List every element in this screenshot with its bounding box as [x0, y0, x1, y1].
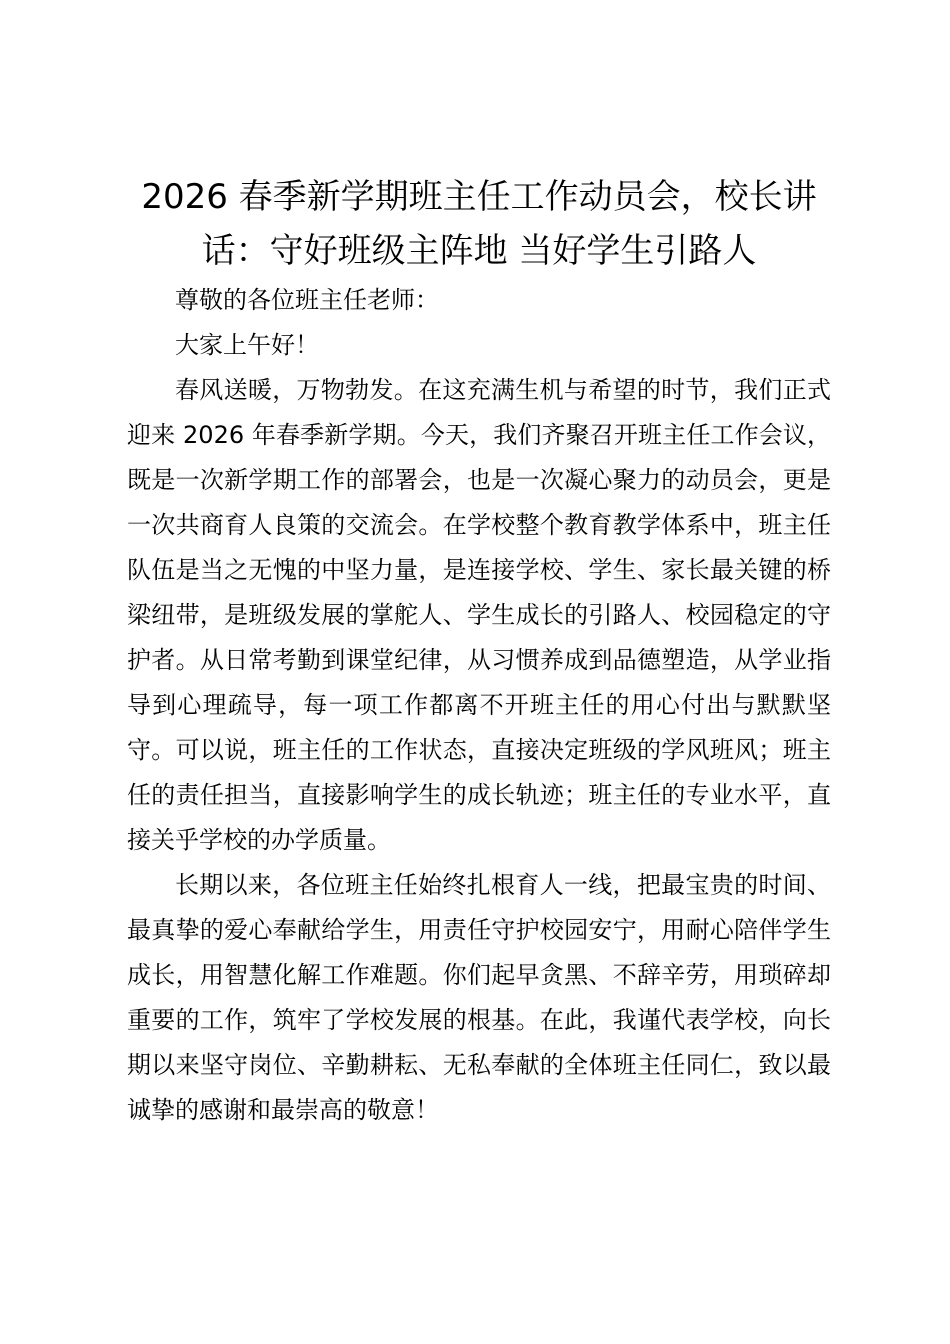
title-line-1: 2026 春季新学期班主任工作动员会，校长讲: [141, 177, 817, 217]
salutation: 尊敬的各位班主任老师：: [175, 286, 439, 314]
title-line-2: 话：守好班级主阵地 当好学生引路人: [201, 231, 757, 271]
document-body: [127, 278, 831, 1133]
paragraph-1: 春风送暖，万物勃发。在这充满生机与希望的时节，我们正式迎来 2026 年春季新学期。今天，我们齐聚召开班主任工作会议，既是一次新学期工作的部署会，也是一次凝心聚力的动员会，更是一次共商育人良策的交流会。在学校整个教育教学体系中，班主任队伍是当之无愧的中坚力量，是连接学校、学生、家长最关键的桥梁纽带，是班级发展的掌舵人、学生成长的引路人、校园稳定的守护者。从日常考勤到课堂纪律，从习惯养成到品德塑造，从学业指导到心理疏导，每一项工作都离不开班主任的用心付出与默默坚守。可以说，班主任的工作状态，直接决定班级的学风班风；班主任的责任担当，直接影响学生的成长轨迹；班主任的专业水平，直接关乎学校的办学质量。: [127, 376, 831, 854]
paragraph-2: 长期以来，各位班主任始终扎根育人一线，把最宝贵的时间、最真挚的爱心奉献给学生，用责任守护校园安宁，用耐心陪伴学生成长，用智慧化解工作难题。你们起早贪黑、不辞辛劳，用琐碎却重要的工作，筑牢了学校发展的根基。在此，我谨代表学校，向长期以来坚守岗位、辛勤耕耘、无私奉献的全体班主任同仁，致以最诚挚的感谢和最崇高的敬意！: [127, 871, 831, 1124]
document-page: [127, 170, 831, 1133]
document-title: [127, 170, 831, 278]
greeting: 大家上午好！: [175, 331, 319, 359]
